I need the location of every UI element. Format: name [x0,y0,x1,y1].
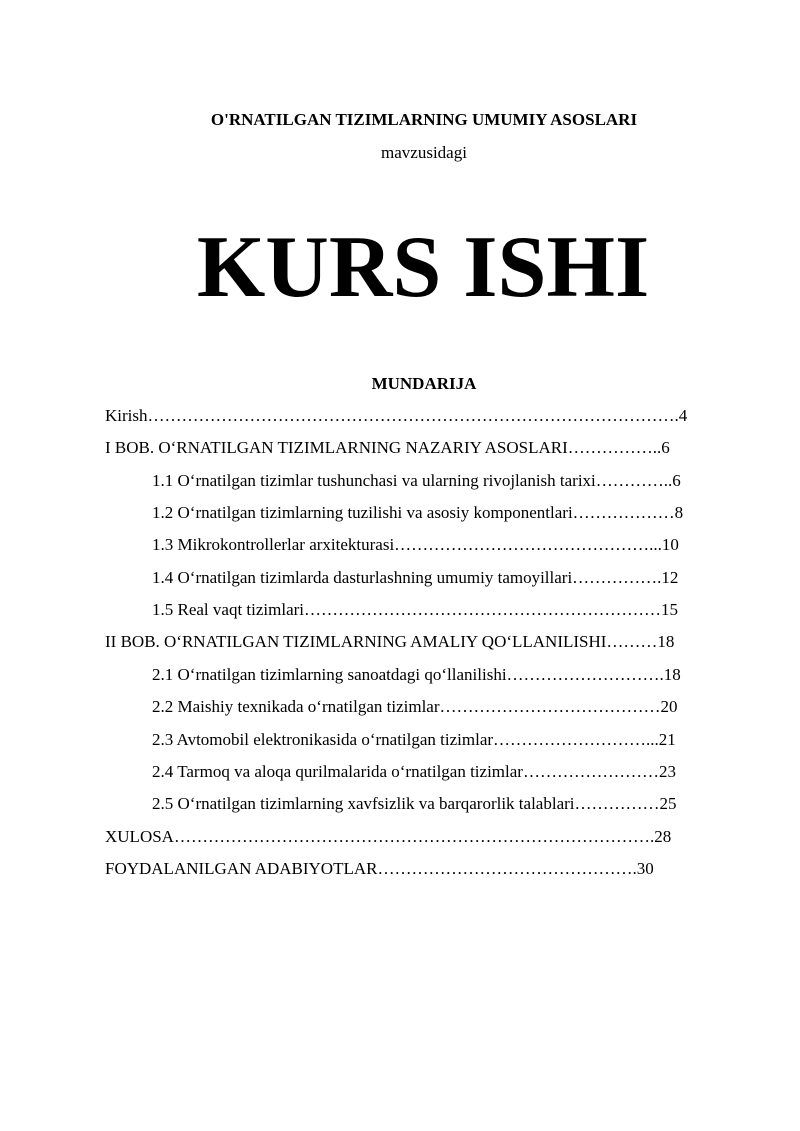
toc-entry-section-1-4: 1.4 O‘rnatilgan tizimlarda dasturlashning umumiy tamoyillari…………….12 [152,568,679,587]
toc-entry-section-2-1: 2.1 O‘rnatilgan tizimlarning sanoatdagi qo‘llanilishi……………………….18 [152,665,681,684]
toc-entry-chapter-1: I BOB. O‘RNATILGAN TIZIMLARNING NAZARIY ASOSLARI……………..6 [105,438,670,457]
toc-entry-section-2-3: 2.3 Avtomobil elektronikasida o‘rnatilgan tizimlar………………………...21 [152,730,676,749]
toc-entry-section-1-5: 1.5 Real vaqt tizimlari………………………………………………………15 [152,600,679,619]
toc-entry-section-1-1: 1.1 O‘rnatilgan tizimlar tushunchasi va ularning rivojlanish tarixi…………..6 [152,471,681,490]
toc-entry-section-1-2: 1.2 O‘rnatilgan tizimlarning tuzilishi va asosiy komponentlari………………8 [152,503,684,522]
toc-entry-introduction: Kirish………………………………………………………………………………….4 [105,406,688,425]
toc-entry-section-1-3: 1.3 Mikrokontrollerlar arxitekturasi………………………………………...10 [152,535,679,554]
toc-entry-references: FOYDALANILGAN ADABIYOTLAR……………………………………….30 [105,859,654,878]
toc-entry-section-2-4: 2.4 Tarmoq va aloqa qurilmalarida o‘rnatilgan tizimlar……………………23 [152,762,676,781]
topic-suffix: mavzusidagi [381,143,467,162]
document-type-title: KURS ISHI [196,219,650,316]
toc-entry-chapter-2: II BOB. O‘RNATILGAN TIZIMLARNING AMALIY QO‘LLANILISHI………18 [105,632,675,651]
toc-heading: MUNDARIJA [371,374,477,393]
toc-entry-section-2-5: 2.5 O‘rnatilgan tizimlarning xavfsizlik va barqarorlik talablari……………25 [152,794,677,813]
toc-entry-conclusion: XULOSA………………………………………………………………………….28 [105,827,672,846]
topic-title: O'RNATILGAN TIZIMLARNING UMUMIY ASOSLARI [210,110,638,129]
toc-entry-section-2-2: 2.2 Maishiy texnikada o‘rnatilgan tizimlar…………………………………20 [152,697,678,716]
